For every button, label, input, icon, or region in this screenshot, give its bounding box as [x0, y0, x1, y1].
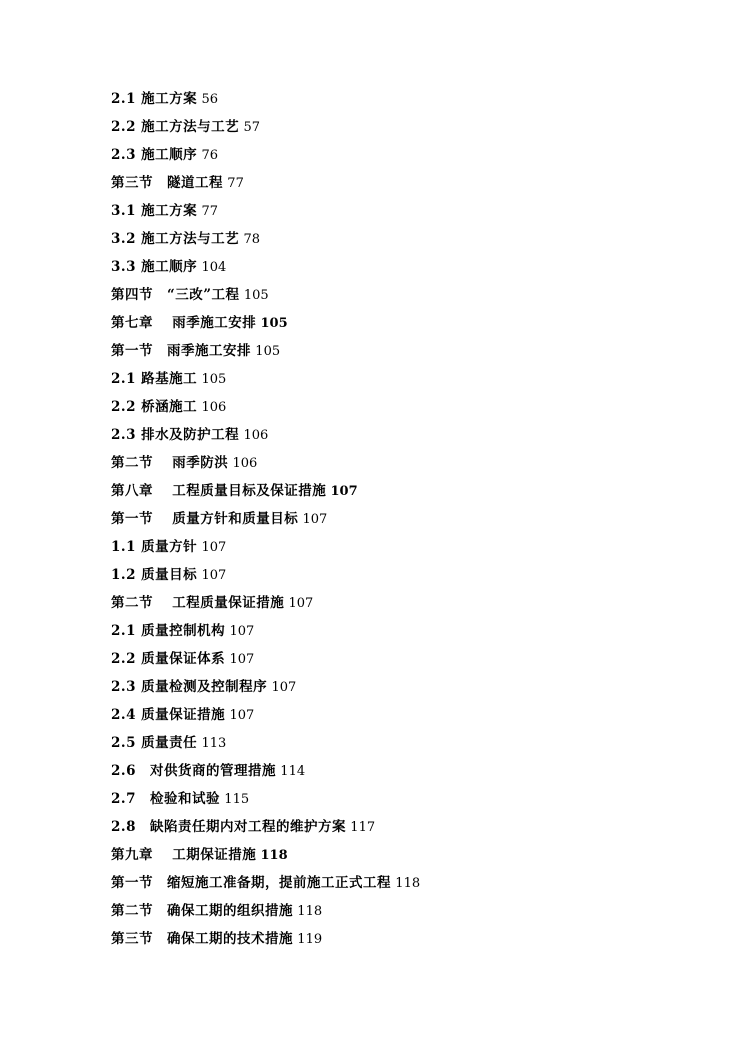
toc-entry-title: 第二节 确保工期的组织措施: [111, 903, 293, 919]
toc-entry-page-number: 115: [224, 792, 250, 807]
toc-entry-page-number: 118: [260, 848, 288, 863]
toc-entry[interactable]: [111, 592, 420, 620]
toc-entry-page-number: 77: [227, 176, 244, 191]
toc-entry-title: 2.7 检验和试验: [111, 791, 220, 807]
toc-entry-page-number: 107: [229, 624, 255, 639]
toc-entry-page-number: 117: [350, 820, 376, 835]
toc-entry[interactable]: [111, 704, 420, 732]
toc-entry-page-number: 107: [201, 568, 227, 583]
toc-entry-title: 2.6 对供货商的管理措施: [111, 763, 276, 779]
toc-entry-page-number: 106: [243, 428, 269, 443]
toc-entry[interactable]: [111, 648, 420, 676]
toc-entry-page-number: 105: [243, 288, 269, 303]
toc-entry-page-number: 104: [201, 260, 227, 275]
toc-chapter-entry[interactable]: [111, 312, 420, 340]
toc-entry-title: 第二节 工程质量保证措施: [111, 595, 285, 611]
toc-entry-title: 1.2 质量目标: [111, 567, 198, 583]
toc-entry-title: 2.1 路基施工: [111, 371, 198, 387]
toc-entry-title: 第八章 工程质量目标及保证措施: [111, 483, 327, 499]
toc-entry[interactable]: [111, 536, 420, 564]
toc-entry-page-number: 119: [297, 932, 323, 947]
toc-entry[interactable]: [111, 116, 420, 144]
toc-entry-title: 2.2 质量保证体系: [111, 651, 226, 667]
toc-entry[interactable]: [111, 256, 420, 284]
toc-entry[interactable]: [111, 676, 420, 704]
toc-entry-page-number: 106: [201, 400, 227, 415]
toc-entry-title: 2.4 质量保证措施: [111, 707, 226, 723]
toc-entry-title: 第二节 雨季防洪: [111, 455, 229, 471]
toc-entry[interactable]: [111, 508, 420, 536]
toc-entry-page-number: 113: [201, 736, 227, 751]
toc-entry[interactable]: [111, 452, 420, 480]
toc-entry[interactable]: [111, 788, 420, 816]
toc-entry[interactable]: [111, 172, 420, 200]
toc-entry-title: 第一节 雨季施工安排: [111, 343, 251, 359]
toc-entry-page-number: 76: [201, 148, 219, 163]
toc-entry-page-number: 107: [271, 680, 297, 695]
toc-entry[interactable]: [111, 424, 420, 452]
toc-entry-page-number: 107: [229, 652, 255, 667]
toc-entry-page-number: 57: [243, 120, 261, 135]
toc-entry-page-number: 78: [243, 232, 261, 247]
toc-entry-page-number: 105: [255, 344, 281, 359]
toc-entry[interactable]: [111, 368, 420, 396]
toc-entry[interactable]: [111, 816, 420, 844]
toc-entry-title: 第三节 确保工期的技术措施: [111, 931, 293, 947]
toc-entry[interactable]: [111, 144, 420, 172]
toc-entry[interactable]: [111, 284, 420, 312]
toc-entry-title: 2.5 质量责任: [111, 735, 198, 751]
toc-entry-page-number: 118: [395, 876, 421, 891]
table-of-contents: [111, 88, 420, 956]
toc-entry[interactable]: [111, 228, 420, 256]
toc-entry-title: 第四节 “三改”工程: [111, 287, 240, 303]
toc-entry-page-number: 105: [260, 316, 288, 331]
toc-entry[interactable]: [111, 200, 420, 228]
toc-entry-title: 第一节 质量方针和质量目标: [111, 511, 299, 527]
toc-entry-title: 2.3 排水及防护工程: [111, 427, 240, 443]
toc-chapter-entry[interactable]: [111, 480, 420, 508]
toc-entry[interactable]: [111, 88, 420, 116]
toc-entry[interactable]: [111, 564, 420, 592]
toc-entry-page-number: 56: [201, 92, 219, 107]
toc-entry-title: 第七章 雨季施工安排: [111, 315, 257, 331]
toc-entry-page-number: 107: [201, 540, 227, 555]
toc-entry-page-number: 105: [201, 372, 227, 387]
toc-entry-title: 3.1 施工方案: [111, 203, 198, 219]
toc-entry-title: 第九章 工期保证措施: [111, 847, 257, 863]
toc-entry[interactable]: [111, 732, 420, 760]
toc-entry-title: 3.3 施工顺序: [111, 259, 198, 275]
toc-entry[interactable]: [111, 928, 420, 956]
toc-entry-page-number: 118: [297, 904, 323, 919]
toc-entry[interactable]: [111, 396, 420, 424]
toc-entry-title: 2.1 质量控制机构: [111, 623, 226, 639]
toc-entry-title: 2.3 施工顺序: [111, 147, 198, 163]
toc-entry-page-number: 107: [330, 484, 358, 499]
toc-entry[interactable]: [111, 340, 420, 368]
toc-entry-page-number: 106: [232, 456, 258, 471]
toc-entry-title: 第三节 隧道工程: [111, 175, 223, 191]
toc-chapter-entry[interactable]: [111, 844, 420, 872]
toc-entry-page-number: 114: [280, 764, 306, 779]
toc-entry-page-number: 107: [229, 708, 255, 723]
toc-entry-page-number: 77: [201, 204, 219, 219]
toc-entry-title: 2.1 施工方案: [111, 91, 198, 107]
toc-entry[interactable]: [111, 620, 420, 648]
toc-entry[interactable]: [111, 900, 420, 928]
toc-entry-title: 3.2 施工方法与工艺: [111, 231, 240, 247]
toc-entry[interactable]: [111, 760, 420, 788]
toc-entry-title: 2.8 缺陷责任期内对工程的维护方案: [111, 819, 346, 835]
toc-entry-page-number: 107: [288, 596, 314, 611]
toc-entry-title: 2.2 桥涵施工: [111, 399, 198, 415]
toc-entry[interactable]: [111, 872, 420, 900]
toc-entry-page-number: 107: [302, 512, 328, 527]
toc-entry-title: 2.2 施工方法与工艺: [111, 119, 240, 135]
toc-entry-title: 第一节 缩短施工准备期，提前施工正式工程: [111, 875, 391, 891]
toc-entry-title: 2.3 质量检测及控制程序: [111, 679, 268, 695]
toc-entry-title: 1.1 质量方针: [111, 539, 198, 555]
